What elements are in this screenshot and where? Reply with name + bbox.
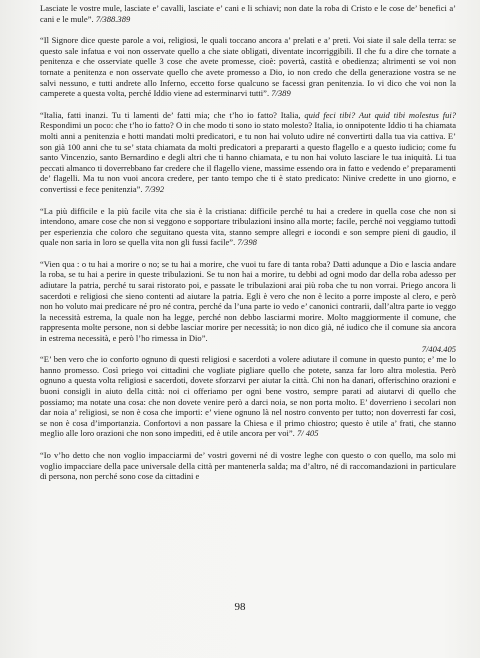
paragraph-2-citation: 7/389 [271,88,291,99]
paragraph-2 [40,35,456,99]
paragraph-3-citation: 7/392 [144,183,165,194]
paragraph-3-text: Respondimi un poco: che t’ho io fatto? O in che modo ti sono io stato molesto? Italia, io onnipotente Iddio ti ha chiamata molti anni a penitenzia e hotti mandati molti predicatori, e tu non hai voluto udire né convertirti dalla tua via cattiva. E’ son già 100 anni che tu se’ stata chiamata da molti predicatori a prepararti a questo flagello e a questo iudicio; come fu santo Vincenzio, santo Bernardino e degli altri che ti hanno chiamata, e tu non hai voluto lasciare le tua iniquità. Li tua peccati almanco ti doverrebbano far credere che il flagello viene, massime essendo ora in fatto e vedendo e’ preparamenti de’ flagelli. Ma tu non vuoi ancora credere, per tanto tempo che ti è stato predicato: Ninive credette in uno giorno, e convertissi e fece penitenzia”. [40,120,456,194]
paragraph-6-text: “E’ ben vero che io conforto ognuno di questi religiosi e sacerdoti a volere adiutare il comune in questo punto; e’ me lo hanno promesso. Così priego voi cittadini che vogliate pigliare quello che potete, sanza far loro altra molestia. Però ognuno a questa volta religiosi e sacerdoti, dovete sforzarvi per aiutar la città. Chi non ha danari, offerischino orazioni e buoni consigli in aiuto della città: noi ci offeriamo per ogni bene vostro, sempre parati ad aiutarvi di quello che possiamo; ma notate una cosa: che non dovete venire però a darci noia, se non porta molto. E’ doverrieno i secolari non dar noia a’ religiosi, se non è cosa che importi: e’ viene ognuno là nel nostro convento per tutto; non doverresti far così, se non è cosa d’importanzia. Confortovi a non passare la Chiesa e il primo chiostro; questo è utile a’ frati, che stanno meglio alle loro orazioni che non sono impediti, ed è utile ancora per voi”. [40,354,456,439]
paragraph-3 [40,110,456,195]
paragraph-6-citation: 7/ 405 [296,428,319,439]
paragraph-4-citation: 7/398 [237,237,257,248]
paragraph-5 [40,259,456,344]
paragraph-7 [40,450,456,482]
paragraph-1-text: Lasciate le vostre mule, lasciate e’ cavalli, lasciate e’ cani e li schiavi; non date la roba di Cristo e le cose de’ benefici a’ cani e le mule”. [40,3,456,24]
paragraph-3-text-start: “Italia, fatti inanzi. Tu ti lamenti de’ fatti mia; che t’ho io fatto? Italia, [40,109,305,120]
paragraph-3-latin-quote: quid feci tibi? Aut quid tibi molestus fui? [304,109,456,120]
paragraph-4 [40,206,456,248]
paragraph-4-text: “La più difficile e la più facile vita che sia è la cristiana: difficile perché tu hai a credere in quella cose che non si intendono, amare cose che non si veggono e sopportare tribulazioni insino alla morte; facile, perché noi veggiamo tuttodì per esperienzia che coloro che seguitano questa vita, stanno sempre allegri e iocondi e son sempre pieni di gaudio, il quale non saria in loro se quella vita non gli fussi facile”. [40,205,456,248]
paragraph-6 [40,354,456,439]
paragraph-5-text: “Vien qua : o tu hai a morire o no; se tu hai a morire, che vuoi tu fare di tanta roba? Datti adunque a Dio e lascia andare la roba, se tu hai a perire in queste tribulazioni. Se tu non hai a morire, tu debbi ad ogni modo dar della roba adesso per adiutare la patria, perché tu sarai ristorato poi, e passate le tribulazioni arai più roba che tu non vorrai. Priego ancora li sacerdoti e religiosi che sieno contenti ad aiutare la patria. Egli è vero che non è lecito a porre imposte al clero, e però non ho voluto mai predicare né pro né contra, perché da l’una parte io vedo e’ canonici contrarii, dall’altra parte io veggo la necessità estrema, la quale non ha legge, perché non debbo lasciarmi morire. Molto maggiormente il comune, che rappresenta molte persone, non si debbe lasciar morire per necessità; io non dico già, né iudico che il comune sia ancora in estrema necessità, e però l’ho rimessa in Dio”. [40,258,456,344]
paragraph-1 [40,3,456,24]
paragraph-5-citation: 7/404.405 [421,343,456,354]
paragraph-1-citation: 7/388.389 [95,13,131,24]
paragraph-2-text: “Il Signore dice queste parole a voi, religiosi, le quali toccano ancora a’ prelati e a’ preti. Voi siate il sale della terra: se questo sale infatua e voi non osservate quello a che siate obligati, diventate incorriggibili. Il che fu a dire che tornate a penitenza e che osserviate quelle 3 cose che avete promesse, cioè: povertà, castità e obedienza; altrimenti se voi non tornate a penitenza e non osservate quello che avete promesso a Dio, io non credo che della generazione vostra se ne salvi nessuno, e tutti andrete allo Inferno, eccetto forse qualcuno se facessi gran penitenzia. Io vi dico che voi non la camperete a questa volta, perché Iddio viene ad esterminarvi tutti”. [40,35,456,99]
paragraph-7-text: “Io v’ho detto che non voglio impacciarmi de’ vostri governi né di vostre leghe con questo o con quello, ma solo mi voglio impacciare della pace universale della città per mantenerla salda; ma d’altro, né di raccomandazioni in particulare di persona, non perché sono cose da cittadini e [40,449,456,482]
page-number: 98 [234,601,246,613]
